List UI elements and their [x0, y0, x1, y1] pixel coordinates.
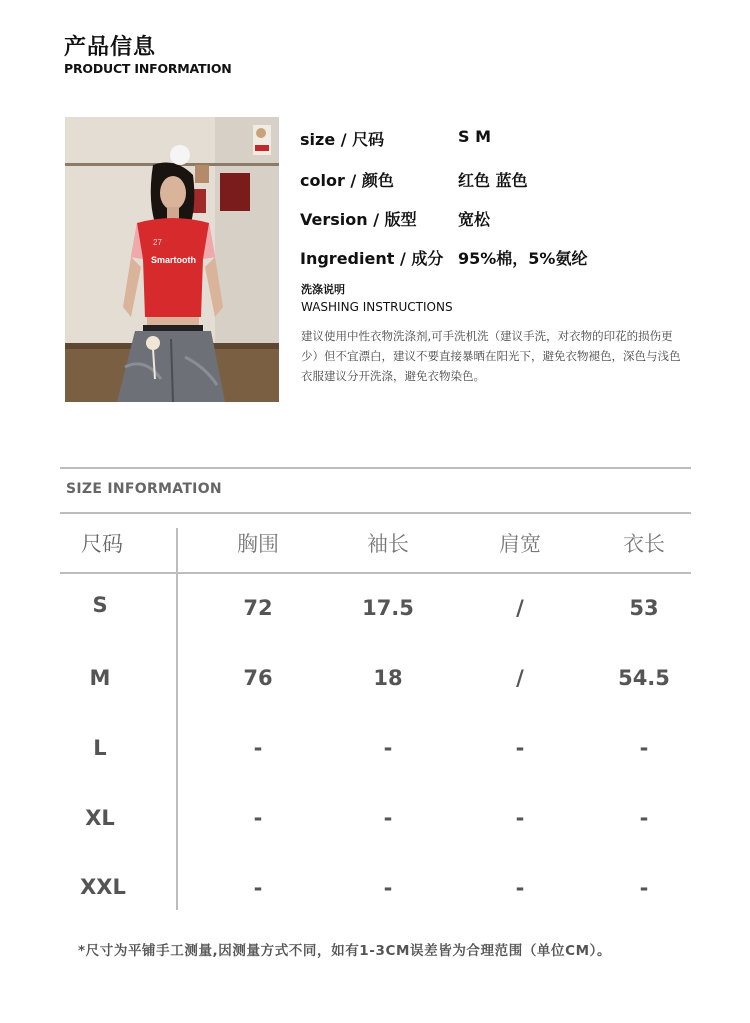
washing-title-en: WASHING INSTRUCTIONS	[301, 300, 453, 314]
col-header-chest: 胸围	[237, 532, 279, 556]
row-label-s: S	[92, 593, 108, 617]
info-version-value: 宽松	[458, 210, 491, 229]
divider-header-bottom	[60, 572, 691, 574]
size-info-title: SIZE INFORMATION	[66, 481, 222, 497]
table-cell: -	[515, 806, 525, 830]
row-label-m: M	[89, 666, 111, 690]
product-photo	[65, 117, 279, 402]
info-size-value: S M	[458, 127, 492, 146]
table-cell: 18	[373, 666, 403, 690]
table-cell: 76	[243, 666, 273, 690]
row-label-l: L	[93, 736, 107, 760]
info-size-label: size / 尺码	[300, 130, 385, 149]
table-cell: 54.5	[618, 666, 670, 690]
washing-title-cn: 洗涤说明	[301, 283, 345, 296]
col-header-sleeve: 袖长	[367, 532, 409, 556]
table-cell: -	[639, 736, 649, 760]
divider-vertical	[176, 528, 178, 910]
info-ingredient-label: Ingredient / 成分	[300, 249, 444, 268]
table-cell: /	[516, 596, 524, 620]
table-cell: 72	[243, 596, 273, 620]
table-cell: 17.5	[362, 596, 414, 620]
table-cell: -	[253, 736, 263, 760]
table-cell: -	[639, 806, 649, 830]
col-header-length: 衣长	[623, 532, 665, 556]
table-cell: -	[383, 736, 393, 760]
table-cell: -	[253, 876, 263, 900]
table-cell: /	[516, 666, 524, 690]
washing-text: 建议使用中性衣物洗涤剂,可手洗机洗（建议手洗，对衣物的印花的损伤更少）但不宜漂白，建议不要直接暴晒在阳光下，避免衣物褪色，深色与浅色衣服建议分开洗涤，避免衣物染色。	[301, 329, 681, 383]
shirt-print-text: Smartooth	[151, 255, 196, 265]
table-cell: -	[253, 806, 263, 830]
table-cell: 53	[629, 596, 659, 620]
info-color-value: 红色 蓝色	[458, 171, 528, 190]
info-ingredient-value: 95%棉，5%氨纶	[458, 249, 588, 268]
page-title: 产品信息	[64, 35, 157, 60]
divider-header-top	[60, 512, 691, 514]
size-note: *尺寸为平铺手工测量,因测量方式不同，如有1-3CM误差皆为合理范围（单位CM）。	[78, 943, 612, 959]
row-label-xl: XL	[85, 806, 115, 830]
page-subtitle: PRODUCT INFORMATION	[64, 61, 232, 76]
divider-top	[60, 467, 691, 469]
col-header-size: 尺码	[81, 532, 123, 556]
table-cell: -	[383, 806, 393, 830]
table-cell: -	[515, 876, 525, 900]
info-color-label: color / 颜色	[300, 171, 394, 190]
shirt-number-text: 27	[153, 238, 162, 247]
col-header-shoulder: 肩宽	[499, 532, 541, 556]
table-cell: -	[383, 876, 393, 900]
table-cell: -	[515, 736, 525, 760]
row-label-xxl: XXL	[80, 875, 126, 899]
table-cell: -	[639, 876, 649, 900]
info-version-label: Version / 版型	[300, 210, 417, 229]
